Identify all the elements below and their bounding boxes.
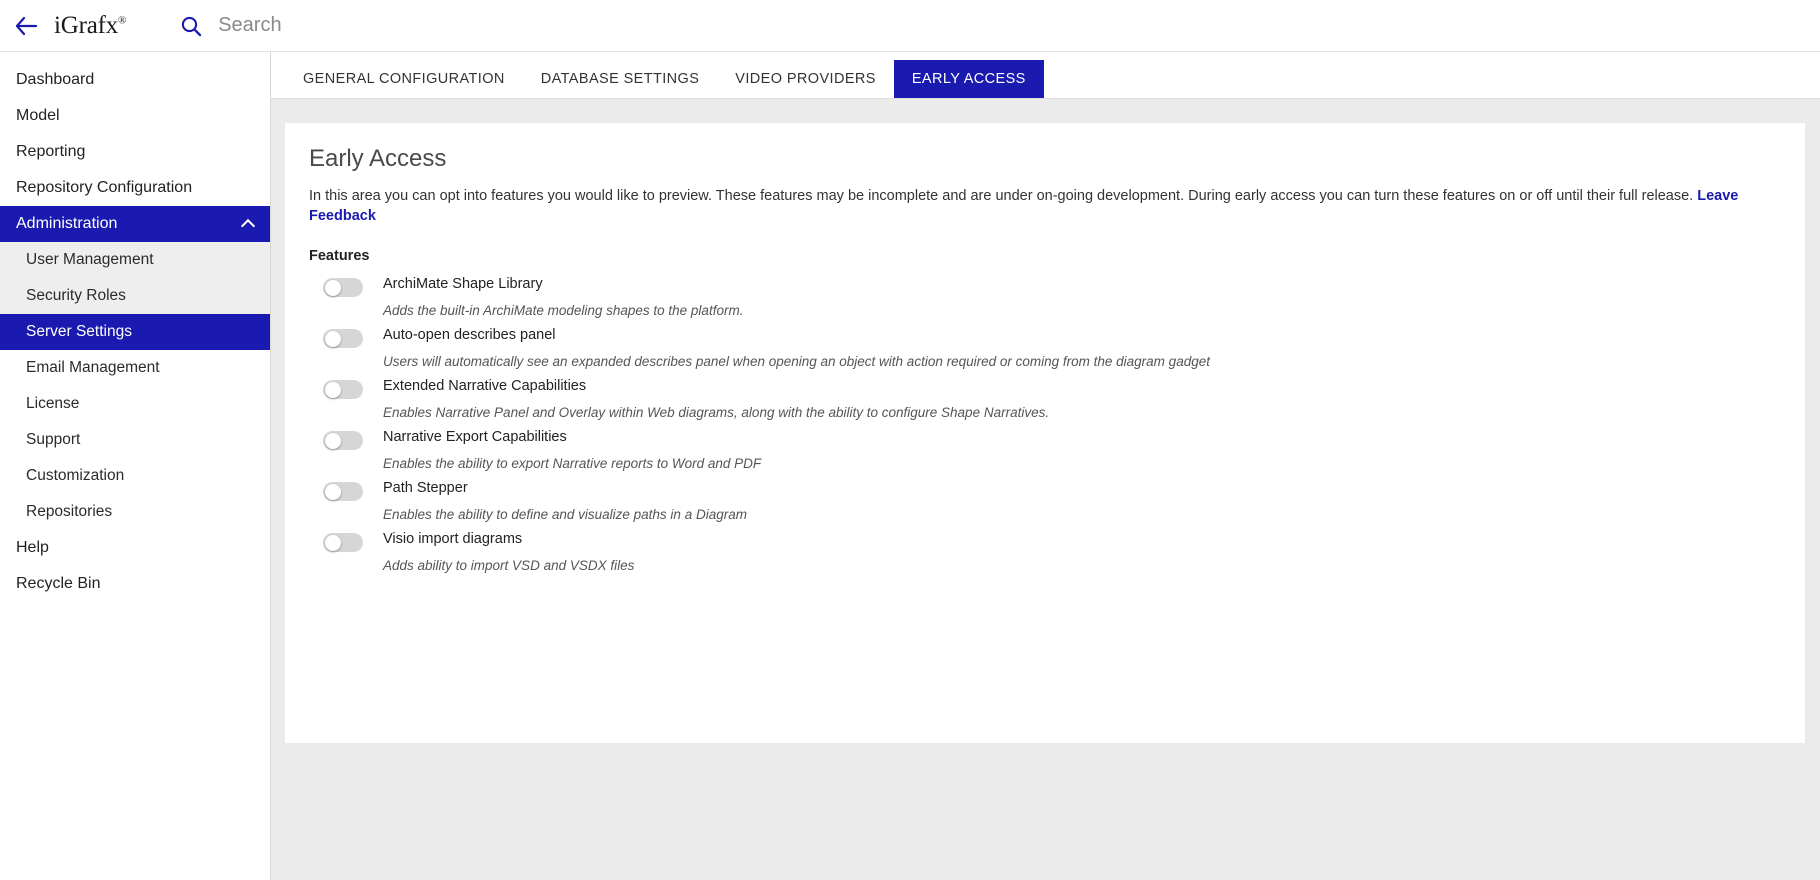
toggle-knob bbox=[325, 535, 341, 551]
sidebar-item-label: Server Settings bbox=[26, 323, 132, 340]
tab-label: GENERAL CONFIGURATION bbox=[303, 71, 505, 87]
sidebar-item-dashboard[interactable] bbox=[0, 62, 270, 98]
feature-extended-narrative-capabilities bbox=[309, 378, 1781, 420]
sidebar-item-label: License bbox=[26, 395, 80, 412]
sidebar-item-recycle-bin[interactable] bbox=[0, 566, 270, 602]
toggle-knob bbox=[325, 280, 341, 296]
sidebar-item-server-settings[interactable] bbox=[0, 314, 270, 350]
toggle-knob bbox=[325, 331, 341, 347]
sidebar-item-security-roles[interactable] bbox=[0, 278, 270, 314]
sidebar-item-label: Repository Configuration bbox=[16, 179, 193, 196]
tab-database-settings[interactable] bbox=[523, 60, 718, 98]
brand-logo bbox=[54, 12, 126, 40]
feature-name: Extended Narrative Capabilities bbox=[383, 378, 587, 395]
feature-name: Path Stepper bbox=[383, 480, 468, 497]
sidebar-item-user-management[interactable] bbox=[0, 242, 270, 278]
sidebar-item-license[interactable] bbox=[0, 386, 270, 422]
search-icon bbox=[176, 11, 206, 41]
chevron-up-icon bbox=[242, 217, 256, 231]
sidebar-item-label: Customization bbox=[26, 467, 125, 484]
sidebar-item-repository-configuration[interactable] bbox=[0, 170, 270, 206]
sidebar-item-label: Recycle Bin bbox=[16, 575, 101, 592]
sidebar-item-support[interactable] bbox=[0, 422, 270, 458]
tab-general-configuration[interactable] bbox=[285, 60, 523, 98]
feature-description: Enables the ability to define and visualize paths in a Diagram bbox=[383, 507, 747, 523]
page-title: Early Access bbox=[309, 145, 447, 172]
panel-description bbox=[309, 187, 1781, 226]
tab-label: VIDEO PROVIDERS bbox=[735, 71, 876, 87]
sidebar-item-label: Model bbox=[16, 107, 60, 124]
toggle-visio-import-diagrams[interactable] bbox=[323, 533, 363, 552]
sidebar-item-help[interactable] bbox=[0, 530, 270, 566]
feature-archimate-shape-library bbox=[309, 276, 1781, 318]
search-bar[interactable] bbox=[176, 0, 516, 52]
top-bar bbox=[0, 0, 1820, 52]
arrow-left-icon bbox=[13, 13, 39, 39]
tab-label: EARLY ACCESS bbox=[911, 71, 1026, 87]
sidebar-item-label: Email Management bbox=[26, 359, 160, 376]
brand-name: iGrafx bbox=[54, 11, 119, 39]
toggle-knob bbox=[325, 382, 341, 398]
sidebar-item-administration[interactable] bbox=[0, 206, 270, 242]
feature-description: Users will automatically see an expanded describes panel when opening an object with action required or coming from the diagram gadget bbox=[383, 354, 1210, 370]
feature-auto-open-describes-panel bbox=[309, 327, 1781, 369]
back-button[interactable] bbox=[0, 0, 52, 52]
tab-early-access[interactable] bbox=[894, 60, 1044, 98]
panel-description-text: In this area you can opt into features you would like to preview. These features may be incomplete and are under on-going development. During early access you can turn these features on or off until their full release. bbox=[309, 188, 1694, 204]
sidebar-item-email-management[interactable] bbox=[0, 350, 270, 386]
sidebar-item-label: Help bbox=[16, 539, 49, 556]
sidebar-item-model[interactable] bbox=[0, 98, 270, 134]
tab-label: DATABASE SETTINGS bbox=[540, 71, 700, 87]
brand-registered-mark: ® bbox=[118, 14, 127, 27]
feature-description: Enables the ability to export Narrative reports to Word and PDF bbox=[383, 456, 762, 472]
sidebar bbox=[0, 52, 271, 880]
toggle-knob bbox=[325, 484, 341, 500]
feature-description: Adds the built-in ArchiMate modeling shapes to the platform. bbox=[383, 303, 744, 319]
sidebar-item-customization[interactable] bbox=[0, 458, 270, 494]
leave-feedback-link[interactable]: Leave Feedback bbox=[309, 188, 1739, 224]
tab-bar bbox=[271, 52, 1820, 99]
toggle-extended-narrative-capabilities[interactable] bbox=[323, 380, 363, 399]
sidebar-item-label: Security Roles bbox=[26, 287, 126, 304]
toggle-path-stepper[interactable] bbox=[323, 482, 363, 501]
sidebar-item-label: Dashboard bbox=[16, 71, 95, 88]
search-input[interactable] bbox=[216, 13, 516, 38]
sidebar-item-label: User Management bbox=[26, 251, 154, 268]
feature-visio-import-diagrams bbox=[309, 531, 1781, 573]
sidebar-item-label: Support bbox=[26, 431, 81, 448]
feature-name: Auto-open describes panel bbox=[383, 327, 556, 344]
feature-name: ArchiMate Shape Library bbox=[383, 276, 543, 293]
feature-path-stepper bbox=[309, 480, 1781, 522]
feature-description: Adds ability to import VSD and VSDX files bbox=[383, 558, 635, 574]
features-section-label: Features bbox=[309, 248, 370, 265]
feature-name: Narrative Export Capabilities bbox=[383, 429, 567, 446]
sidebar-item-repositories[interactable] bbox=[0, 494, 270, 530]
toggle-archimate-shape-library[interactable] bbox=[323, 278, 363, 297]
toggle-knob bbox=[325, 433, 341, 449]
sidebar-item-label: Reporting bbox=[16, 143, 86, 160]
toggle-auto-open-describes-panel[interactable] bbox=[323, 329, 363, 348]
sidebar-item-reporting[interactable] bbox=[0, 134, 270, 170]
sidebar-item-label: Administration bbox=[16, 215, 118, 232]
sidebar-item-label: Repositories bbox=[26, 503, 113, 520]
early-access-panel bbox=[285, 123, 1805, 743]
toggle-narrative-export-capabilities[interactable] bbox=[323, 431, 363, 450]
feature-description: Enables Narrative Panel and Overlay within Web diagrams, along with the ability to configure Shape Narratives. bbox=[383, 405, 1050, 421]
feature-narrative-export-capabilities bbox=[309, 429, 1781, 471]
content-area bbox=[271, 52, 1820, 880]
feature-name: Visio import diagrams bbox=[383, 531, 523, 548]
tab-video-providers[interactable] bbox=[717, 60, 894, 98]
